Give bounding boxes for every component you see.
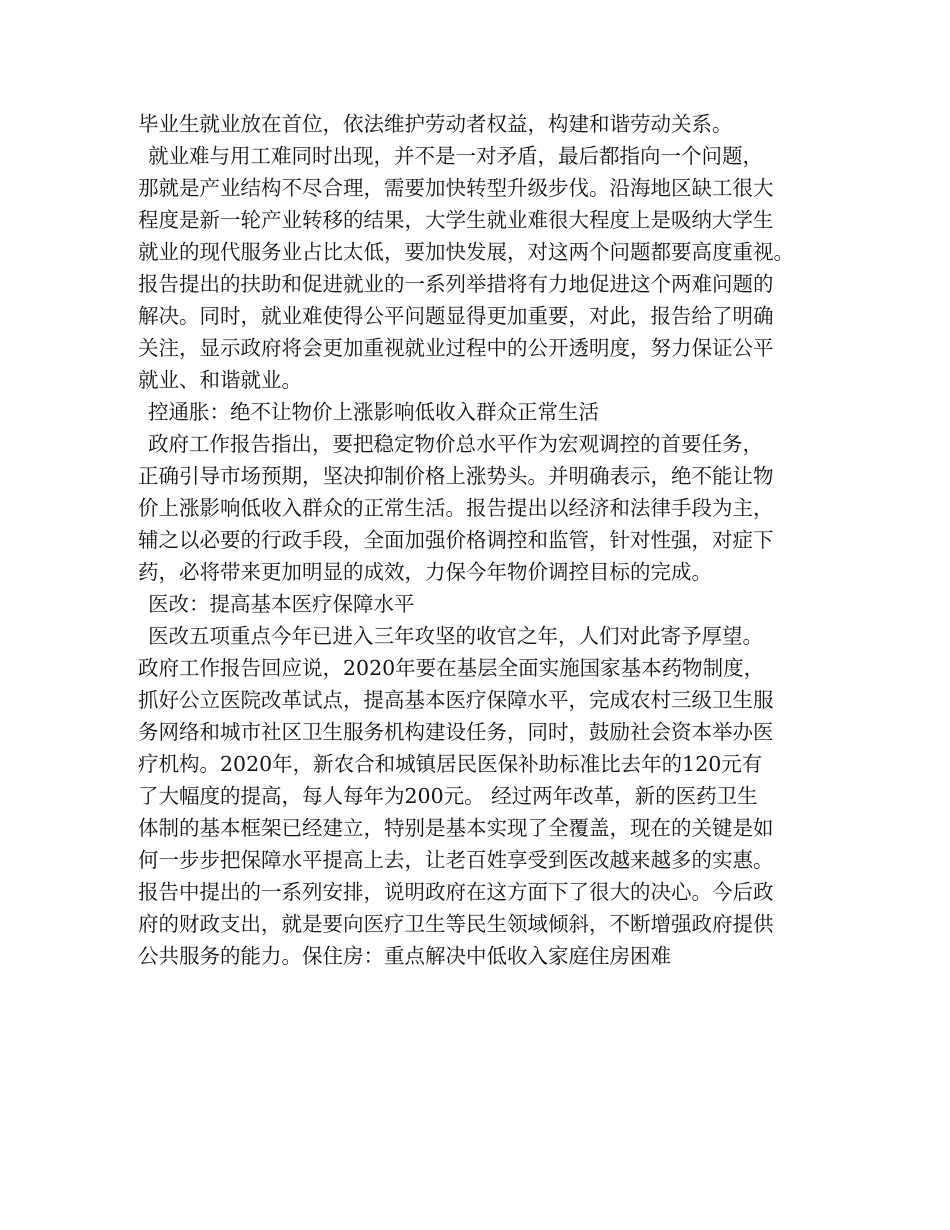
section-heading-inflation: 控通胀：绝不让物价上涨影响低收入群众正常生活: [148, 400, 599, 424]
text-line-23: 体制的基本框架已经建立，特别是基本实现了全覆盖，现在的关键是如: [138, 816, 774, 840]
text-line-25: 报告中提出的一系列安排，说明政府在这方面下了很大的决心。今后政: [138, 880, 774, 904]
text-line-12: 正确引导市场预期，坚决抑制价格上涨势头。并明确表示，绝不能让物: [138, 464, 774, 488]
text-line-17: 医改五项重点今年已进入三年攻坚的收官之年，人们对此寄予厚望。: [148, 624, 763, 648]
text-line-6: 报告提出的扶助和促进就业的一系列举措将有力地促进这个两难问题的: [138, 272, 774, 296]
text-line-14: 辅之以必要的行政手段，全面加强价格调控和监管，针对性强，对症下: [138, 528, 774, 552]
text-line-4: 程度是新一轮产业转移的结果，大学生就业难很大程度上是吸纳大学生: [138, 208, 774, 232]
text-line-3: 那就是产业结构不尽合理，需要加快转型升级步伐。沿海地区缺工很大: [138, 176, 774, 200]
text-line-26: 府的财政支出，就是要向医疗卫生等民生领域倾斜，不断增强政府提供: [138, 912, 774, 936]
text-line-18: 政府工作报告回应说，2020年要在基层全面实施国家基本药物制度，: [138, 656, 765, 680]
document-page: [138, 108, 838, 972]
text-line-21: 疗机构。2020年，新农合和城镇居民医保补助标准比去年的120元有: [138, 752, 763, 776]
text-line-5: 就业的现代服务业占比太低，要加快发展，对这两个问题都要高度重视。: [138, 240, 794, 264]
text-line-20: 务网络和城市社区卫生服务机构建设任务，同时，鼓励社会资本举办医: [138, 720, 774, 744]
text-line-22: 了大幅度的提高，每人每年为200元。 经过两年改革，新的医药卫生: [138, 784, 758, 808]
text-line-15: 药，必将带来更加明显的成效，力保今年物价调控目标的完成。: [138, 560, 712, 584]
text-line-19: 抓好公立医院改革试点，提高基本医疗保障水平，完成农村三级卫生服: [138, 688, 774, 712]
text-line-11: 政府工作报告指出，要把稳定物价总水平作为宏观调控的首要任务，: [148, 432, 763, 456]
section-heading-healthcare: 医改：提高基本医疗保障水平: [148, 592, 415, 616]
text-line-2: 就业难与用工难同时出现，并不是一对矛盾，最后都指向一个问题，: [148, 144, 763, 168]
text-line-13: 价上涨影响低收入群众的正常生活。报告提出以经济和法律手段为主，: [138, 496, 774, 520]
text-line-8: 关注，显示政府将会更加重视就业过程中的公开透明度，努力保证公平: [138, 336, 774, 360]
text-line-7: 解决。同时，就业难使得公平问题显得更加重要，对此，报告给了明确: [138, 304, 774, 328]
text-line-9: 就业、和谐就业。: [138, 368, 302, 392]
text-line-1: 毕业生就业放在首位，依法维护劳动者权益，构建和谐劳动关系。: [138, 112, 733, 136]
text-line-24: 何一步步把保障水平提高上去，让老百姓享受到医改越来越多的实惠。: [138, 848, 774, 872]
text-line-27: 公共服务的能力。保住房：重点解决中低收入家庭住房困难: [138, 944, 671, 968]
